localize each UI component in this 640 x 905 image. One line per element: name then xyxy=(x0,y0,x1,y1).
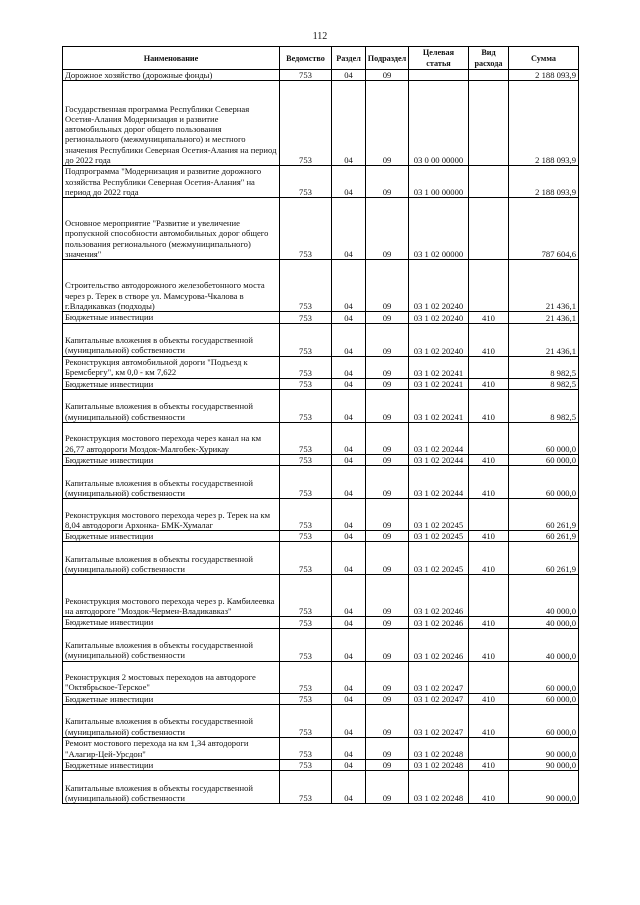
cell-amount: 40 000,0 xyxy=(509,628,579,661)
cell-expense-type: 410 xyxy=(469,771,509,804)
cell-section: 04 xyxy=(332,81,366,166)
cell-target: 03 1 02 20240 xyxy=(409,260,469,312)
cell-dept: 753 xyxy=(280,575,332,617)
cell-target: 03 0 00 00000 xyxy=(409,81,469,166)
cell-dept: 753 xyxy=(280,617,332,628)
cell-dept: 753 xyxy=(280,198,332,260)
table-row xyxy=(63,661,579,693)
table-row xyxy=(63,705,579,738)
cell-dept: 753 xyxy=(280,323,332,356)
cell-subsection: 09 xyxy=(366,771,409,804)
cell-target: 03 1 02 20245 xyxy=(409,499,469,531)
cell-expense-type: 410 xyxy=(469,454,509,465)
cell-section: 04 xyxy=(332,661,366,693)
table-row xyxy=(63,312,579,323)
cell-name: Реконструкция мостового перехода через р. Терек на км 8,04 автодороги Архонка- БМК-Хумалаг xyxy=(63,499,280,531)
table-row xyxy=(63,628,579,661)
cell-amount: 60 000,0 xyxy=(509,693,579,704)
header-amount: Сумма xyxy=(509,47,579,70)
cell-amount: 21 436,1 xyxy=(509,323,579,356)
page-number: 112 xyxy=(312,31,328,42)
cell-amount: 60 261,9 xyxy=(509,531,579,542)
cell-name: Капитальные вложения в объекты государственной (муниципальной) собственности xyxy=(63,466,280,499)
cell-target: 03 1 02 20246 xyxy=(409,617,469,628)
table-row xyxy=(63,422,579,454)
budget-table xyxy=(62,46,579,804)
cell-target: 03 1 02 20240 xyxy=(409,323,469,356)
cell-expense-type xyxy=(469,499,509,531)
cell-amount: 21 436,1 xyxy=(509,260,579,312)
cell-name: Капитальные вложения в объекты государственной (муниципальной) собственности xyxy=(63,542,280,575)
cell-subsection: 09 xyxy=(366,389,409,422)
cell-amount: 8 982,5 xyxy=(509,356,579,378)
cell-dept: 753 xyxy=(280,454,332,465)
cell-target: 03 1 02 20244 xyxy=(409,466,469,499)
cell-amount: 60 000,0 xyxy=(509,705,579,738)
cell-amount: 60 000,0 xyxy=(509,454,579,465)
header-expense-type: Вид расхода xyxy=(469,47,509,70)
cell-target: 03 1 02 20245 xyxy=(409,542,469,575)
cell-expense-type: 410 xyxy=(469,542,509,575)
cell-subsection: 09 xyxy=(366,378,409,389)
header-dept: Ведомство xyxy=(280,47,332,70)
cell-name: Бюджетные инвестиции xyxy=(63,760,280,771)
cell-name: Ремонт мостового перехода на км 1,34 автодороги "Алагир-Цей-Урсдон" xyxy=(63,738,280,760)
cell-target: 03 1 02 20247 xyxy=(409,693,469,704)
cell-amount: 90 000,0 xyxy=(509,771,579,804)
table-row xyxy=(63,771,579,804)
cell-dept: 753 xyxy=(280,738,332,760)
cell-amount: 60 000,0 xyxy=(509,422,579,454)
cell-subsection: 09 xyxy=(366,356,409,378)
cell-target: 03 1 02 20241 xyxy=(409,356,469,378)
cell-section: 04 xyxy=(332,738,366,760)
cell-section: 04 xyxy=(332,378,366,389)
table-row xyxy=(63,260,579,312)
cell-amount: 40 000,0 xyxy=(509,575,579,617)
cell-subsection: 09 xyxy=(366,531,409,542)
cell-expense-type: 410 xyxy=(469,312,509,323)
cell-target: 03 1 02 20240 xyxy=(409,312,469,323)
cell-section: 04 xyxy=(332,312,366,323)
cell-subsection: 09 xyxy=(366,628,409,661)
cell-section: 04 xyxy=(332,454,366,465)
header-name: Наименование xyxy=(63,47,280,70)
cell-expense-type: 410 xyxy=(469,378,509,389)
table-row xyxy=(63,323,579,356)
cell-section: 04 xyxy=(332,356,366,378)
cell-section: 04 xyxy=(332,323,366,356)
cell-expense-type: 410 xyxy=(469,705,509,738)
table-row xyxy=(63,760,579,771)
cell-target: 03 1 02 20241 xyxy=(409,389,469,422)
cell-name: Реконструкция мостового перехода через канал на км 26,77 автодороги Моздок-Малгобек-Хурикау xyxy=(63,422,280,454)
cell-subsection: 09 xyxy=(366,166,409,198)
cell-section: 04 xyxy=(332,260,366,312)
table-row xyxy=(63,499,579,531)
cell-name: Бюджетные инвестиции xyxy=(63,617,280,628)
cell-amount: 90 000,0 xyxy=(509,738,579,760)
cell-expense-type xyxy=(469,422,509,454)
cell-target: 03 1 02 20247 xyxy=(409,661,469,693)
cell-expense-type: 410 xyxy=(469,617,509,628)
cell-section: 04 xyxy=(332,466,366,499)
cell-amount: 787 604,6 xyxy=(509,198,579,260)
cell-section: 04 xyxy=(332,771,366,804)
cell-subsection: 09 xyxy=(366,575,409,617)
cell-amount: 8 982,5 xyxy=(509,378,579,389)
cell-target: 03 1 02 20244 xyxy=(409,422,469,454)
cell-target: 03 1 02 00000 xyxy=(409,198,469,260)
cell-target: 03 1 00 00000 xyxy=(409,166,469,198)
table-row xyxy=(63,81,579,166)
cell-section: 04 xyxy=(332,628,366,661)
cell-dept: 753 xyxy=(280,705,332,738)
cell-expense-type xyxy=(469,70,509,81)
cell-expense-type: 410 xyxy=(469,323,509,356)
cell-dept: 753 xyxy=(280,166,332,198)
cell-subsection: 09 xyxy=(366,661,409,693)
cell-dept: 753 xyxy=(280,378,332,389)
cell-expense-type: 410 xyxy=(469,760,509,771)
cell-amount: 2 188 093,9 xyxy=(509,81,579,166)
table-header-row xyxy=(63,47,579,70)
cell-section: 04 xyxy=(332,198,366,260)
cell-name: Реконструкция 2 мостовых переходов на автодороге "Октябрьское-Терское" xyxy=(63,661,280,693)
cell-amount: 2 188 093,9 xyxy=(509,166,579,198)
table-row xyxy=(63,198,579,260)
cell-name: Капитальные вложения в объекты государственной (муниципальной) собственности xyxy=(63,389,280,422)
cell-section: 04 xyxy=(332,422,366,454)
cell-dept: 753 xyxy=(280,760,332,771)
cell-subsection: 09 xyxy=(366,738,409,760)
cell-target: 03 1 02 20247 xyxy=(409,705,469,738)
header-subsection: Подраздел xyxy=(366,47,409,70)
cell-subsection: 09 xyxy=(366,760,409,771)
cell-section: 04 xyxy=(332,499,366,531)
cell-name: Основное мероприятие "Развитие и увеличение пропускной способности автомобильных дорог общего пользования регионального (межмуниципального) значения" xyxy=(63,198,280,260)
cell-subsection: 09 xyxy=(366,312,409,323)
cell-name: Бюджетные инвестиции xyxy=(63,531,280,542)
cell-dept: 753 xyxy=(280,422,332,454)
cell-name: Строительство автодорожного железобетонного моста через р. Терек в створе ул. Мамсурова-Чкалова в г.Владикавказ (подходы) xyxy=(63,260,280,312)
cell-name: Дорожное хозяйство (дорожные фонды) xyxy=(63,70,280,81)
table-row xyxy=(63,356,579,378)
cell-name: Подпрограмма "Модернизация и развитие дорожного хозяйства Республики Северная Осетия-Алания" на период до 2022 года xyxy=(63,166,280,198)
cell-expense-type: 410 xyxy=(469,466,509,499)
table-row xyxy=(63,693,579,704)
cell-dept: 753 xyxy=(280,81,332,166)
cell-section: 04 xyxy=(332,389,366,422)
header-section: Раздел xyxy=(332,47,366,70)
cell-section: 04 xyxy=(332,760,366,771)
cell-name: Реконструкция автомобильной дороги "Подъезд к Бремсбергу", км 0,0 - км 7,622 xyxy=(63,356,280,378)
cell-subsection: 09 xyxy=(366,617,409,628)
cell-target: 03 1 02 20246 xyxy=(409,628,469,661)
cell-amount: 60 000,0 xyxy=(509,466,579,499)
cell-expense-type xyxy=(469,81,509,166)
cell-target: 03 1 02 20246 xyxy=(409,575,469,617)
cell-amount: 21 436,1 xyxy=(509,312,579,323)
cell-name: Бюджетные инвестиции xyxy=(63,312,280,323)
cell-target: 03 1 02 20248 xyxy=(409,760,469,771)
cell-subsection: 09 xyxy=(366,499,409,531)
cell-subsection: 09 xyxy=(366,260,409,312)
table-row xyxy=(63,531,579,542)
cell-section: 04 xyxy=(332,166,366,198)
cell-amount: 2 188 093,9 xyxy=(509,70,579,81)
cell-section: 04 xyxy=(332,531,366,542)
cell-dept: 753 xyxy=(280,661,332,693)
cell-amount: 90 000,0 xyxy=(509,760,579,771)
cell-dept: 753 xyxy=(280,628,332,661)
cell-dept: 753 xyxy=(280,771,332,804)
table-row xyxy=(63,454,579,465)
cell-expense-type: 410 xyxy=(469,693,509,704)
cell-amount: 8 982,5 xyxy=(509,389,579,422)
cell-subsection: 09 xyxy=(366,323,409,356)
header-target: Целевая статья xyxy=(409,47,469,70)
cell-dept: 753 xyxy=(280,312,332,323)
cell-subsection: 09 xyxy=(366,693,409,704)
cell-subsection: 09 xyxy=(366,422,409,454)
cell-target: 03 1 02 20248 xyxy=(409,771,469,804)
cell-dept: 753 xyxy=(280,70,332,81)
cell-expense-type: 410 xyxy=(469,531,509,542)
cell-dept: 753 xyxy=(280,260,332,312)
cell-name: Реконструкция мостового перехода через р. Камбилеевка на автодороге "Моздок-Чермен-Владикавказ" xyxy=(63,575,280,617)
table-row xyxy=(63,738,579,760)
cell-dept: 753 xyxy=(280,389,332,422)
cell-expense-type xyxy=(469,661,509,693)
cell-section: 04 xyxy=(332,617,366,628)
cell-target: 03 1 02 20244 xyxy=(409,454,469,465)
cell-expense-type xyxy=(469,575,509,617)
cell-target xyxy=(409,70,469,81)
cell-expense-type xyxy=(469,356,509,378)
cell-amount: 60 261,9 xyxy=(509,542,579,575)
cell-target: 03 1 02 20248 xyxy=(409,738,469,760)
cell-name: Капитальные вложения в объекты государственной (муниципальной) собственности xyxy=(63,323,280,356)
table-row xyxy=(63,575,579,617)
cell-subsection: 09 xyxy=(366,70,409,81)
table-row xyxy=(63,466,579,499)
cell-expense-type xyxy=(469,166,509,198)
table-row xyxy=(63,378,579,389)
cell-subsection: 09 xyxy=(366,454,409,465)
cell-amount: 60 000,0 xyxy=(509,661,579,693)
cell-subsection: 09 xyxy=(366,705,409,738)
cell-subsection: 09 xyxy=(366,466,409,499)
cell-target: 03 1 02 20241 xyxy=(409,378,469,389)
table-row xyxy=(63,542,579,575)
cell-amount: 40 000,0 xyxy=(509,617,579,628)
cell-dept: 753 xyxy=(280,356,332,378)
table-row xyxy=(63,617,579,628)
cell-subsection: 09 xyxy=(366,198,409,260)
cell-name: Капитальные вложения в объекты государственной (муниципальной) собственности xyxy=(63,628,280,661)
cell-name: Государственная программа Республики Северная Осетия-Алания Модернизация и развитие автомобильных дорог общего пользования регионального (межмуниципального) и местного значения Республики Северная Осетия-Алания на период до 2022 года xyxy=(63,81,280,166)
cell-expense-type: 410 xyxy=(469,389,509,422)
cell-target: 03 1 02 20245 xyxy=(409,531,469,542)
table-row xyxy=(63,70,579,81)
cell-section: 04 xyxy=(332,542,366,575)
cell-amount: 60 261,9 xyxy=(509,499,579,531)
cell-expense-type: 410 xyxy=(469,628,509,661)
cell-subsection: 09 xyxy=(366,542,409,575)
cell-expense-type xyxy=(469,260,509,312)
cell-dept: 753 xyxy=(280,466,332,499)
cell-dept: 753 xyxy=(280,499,332,531)
cell-section: 04 xyxy=(332,693,366,704)
cell-section: 04 xyxy=(332,70,366,81)
cell-expense-type xyxy=(469,198,509,260)
cell-dept: 753 xyxy=(280,693,332,704)
cell-section: 04 xyxy=(332,705,366,738)
table-row xyxy=(63,389,579,422)
cell-expense-type xyxy=(469,738,509,760)
cell-name: Капитальные вложения в объекты государственной (муниципальной) собственности xyxy=(63,771,280,804)
cell-name: Капитальные вложения в объекты государственной (муниципальной) собственности xyxy=(63,705,280,738)
cell-name: Бюджетные инвестиции xyxy=(63,693,280,704)
cell-name: Бюджетные инвестиции xyxy=(63,454,280,465)
cell-section: 04 xyxy=(332,575,366,617)
cell-dept: 753 xyxy=(280,531,332,542)
cell-name: Бюджетные инвестиции xyxy=(63,378,280,389)
cell-dept: 753 xyxy=(280,542,332,575)
table-row xyxy=(63,166,579,198)
cell-subsection: 09 xyxy=(366,81,409,166)
